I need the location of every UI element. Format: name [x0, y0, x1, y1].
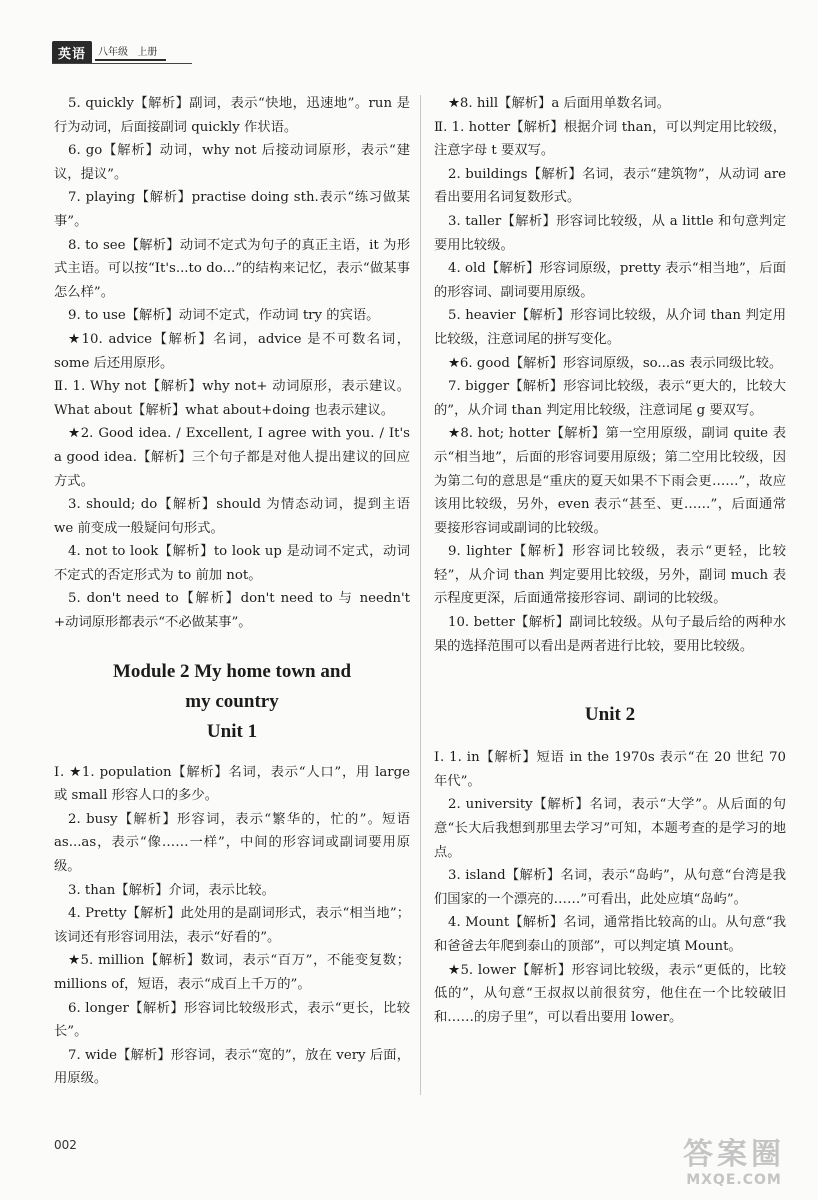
answer-paragraph: 3. taller【解析】形容词比较级，从 a little 和句意判定要用比较级。	[434, 213, 786, 253]
section-paragraph: Ⅰ. 1. in【解析】短语 in the 1970s 表示“在 20 世纪 70 年代”。	[434, 750, 786, 789]
watermark-url: MXQE.COM	[686, 1172, 782, 1188]
answer-paragraph: 6. longer【解析】形容词比较级形式，表示“更长，比较长”。	[54, 1000, 410, 1040]
answer-paragraph: ★8. hill【解析】a 后面用单数名词。	[448, 96, 670, 111]
book-info	[95, 43, 166, 61]
site-watermark	[672, 1138, 796, 1188]
answer-paragraph: 10. better【解析】副词比较级。从句子最后给的两种水果的选择范围可以看出是两者进行比较，要用比较级。	[434, 615, 786, 654]
answer-paragraph: 4. not to look【解析】to look up 是动词不定式，动词不定式的否定形式为 to 前加 not。	[54, 544, 410, 583]
answer-paragraph: 7. wide【解析】形容词，表示“宽的”，放在 very 后面，用原级。	[54, 1047, 410, 1087]
column-divider	[420, 95, 421, 1095]
left-column	[54, 92, 410, 1091]
page-number: 002	[54, 1138, 77, 1152]
answer-paragraph: ★5. million【解析】数词，表示“百万”，不能变复数；millions of，短语，表示“成百上千万的”。	[54, 953, 410, 992]
page-header	[52, 40, 166, 64]
module-title-line2: my country	[185, 690, 279, 712]
answer-paragraph: 5. heavier【解析】形容词比较级，从介词 than 判定用比较级，注意词尾的拼写变化。	[434, 308, 786, 347]
volume-label: 上册	[137, 47, 158, 58]
unit-2-title: Unit 2	[584, 704, 636, 726]
answer-paragraph: 7. bigger【解析】形容词比较级，表示“更大的，比较大的”，从介词 than 判定用比较级，注意词尾 g 要双写。	[434, 379, 786, 418]
right-column	[434, 92, 786, 1029]
answer-paragraph: 4. Pretty【解析】此处用的是副词形式，表示“相当地”；该词还有形容词用法，表示“好看的”。	[54, 906, 410, 945]
answer-paragraph: ★5. lower【解析】形容词比较级，表示“更低的，比较低的”，从句意“王叔叔以前很贫穷，他住在一个比较破旧和……的房子里”，可以看出要用 lower。	[434, 962, 786, 1025]
section-paragraph: Ⅱ. 1. Why not【解析】why not+ 动词原形，表示建议。What about【解析】what about+doing 也表示建议。	[54, 379, 410, 418]
answer-paragraph: 5. quickly【解析】副词，表示“快地，迅速地”。run 是行为动词，后面接副词 quickly 作状语。	[54, 96, 410, 135]
answer-paragraph: 8. to see【解析】动词不定式为句子的真正主语，it 为形式主语。可以按“It's...to do...”的结构来记忆，表示“做某事怎么样”。	[54, 237, 410, 300]
answer-paragraph: 3. than【解析】介词，表示比较。	[68, 882, 275, 898]
answer-paragraph: 4. old【解析】形容词原级，pretty 表示“相当地”，后面的形容词、副词要用原级。	[434, 261, 786, 300]
header-rule	[52, 63, 192, 64]
answer-paragraph: ★2. Good idea. / Excellent, I agree with you. / It's a good idea.【解析】三个句子都是对他人提出建议的回应方式。	[54, 426, 410, 489]
section-paragraph: Ⅱ. 1. hotter【解析】根据介词 than，可以判定用比较级，注意字母 t 要双写。	[434, 119, 786, 159]
answer-paragraph: 9. lighter【解析】形容词比较级，表示“更轻，比较轻”，从介词 than 判定要用比较级，另外，副词 much 表示程度更深，后面通常接形容词、副词的比较级。	[434, 544, 786, 607]
answer-paragraph: ★6. good【解析】形容词原级，so...as 表示同级比较。	[448, 355, 783, 371]
answer-paragraph: 7. playing【解析】practise doing sth.表示“练习做某事”。	[54, 190, 410, 229]
answer-paragraph: 2. university【解析】名词，表示“大学”。从后面的句意“长大后我想到那里去学习”可知，本题考查的是学习的地点。	[434, 797, 786, 860]
answer-paragraph: 4. Mount【解析】名词，通常指比较高的山。从句意“我和爸爸去年爬到泰山的顶部”，可以判定填 Mount。	[434, 915, 786, 954]
answer-paragraph: 2. busy【解析】形容词，表示“繁华的，忙的”。短语 as...as，表示“像……一样”，中间的形容词或副词要用原级。	[54, 811, 410, 875]
answer-paragraph: 3. island【解析】名词，表示“岛屿”，从句意“台湾是我们国家的一个漂亮的……”可看出，此处应填“岛屿”。	[434, 868, 786, 907]
answer-paragraph: 6. go【解析】动词，why not 后接动词原形，表示“建议，提议”。	[54, 143, 410, 182]
unit-1-title: Unit 1	[206, 720, 258, 742]
grade-label: 八年级	[98, 47, 129, 58]
watermark-logo: 答案圈	[683, 1137, 785, 1172]
answer-paragraph: 9. to use【解析】动词不定式，作动词 try 的宾语。	[68, 308, 380, 324]
answer-paragraph: 3. should; do【解析】should 为情态动词，提到主语 we 前变成一般疑问句形式。	[54, 497, 410, 536]
module-title: Module 2 My home town and	[112, 660, 352, 682]
answer-paragraph: ★8. hot; hotter【解析】第一空用原级，副词 quite 表示“相当地”，后面的形容词要用原级；第二空用比较级，因为第二句的意思是“重庆的夏天如果不下雨会更……”，故应该用比较级，另外，even 表示“甚至、更……”，后面通常要接形容词或副词的比较级。	[434, 426, 786, 536]
answer-paragraph: ★10. advice【解析】名词，advice 是不可数名词，some 后还用原形。	[54, 331, 410, 371]
subject-badge: 英语	[52, 41, 92, 64]
answer-paragraph: 2. buildings【解析】名词，表示“建筑物”，从动词 are 看出要用名词复数形式。	[434, 166, 786, 206]
section-paragraph: Ⅰ. ★1. population【解析】名词，表示“人口”，用 large 或 small 形容人口的多少。	[54, 764, 410, 804]
answer-paragraph: 5. don't need to【解析】don't need to 与 needn't +动词原形都表示“不必做某事”。	[54, 591, 410, 631]
